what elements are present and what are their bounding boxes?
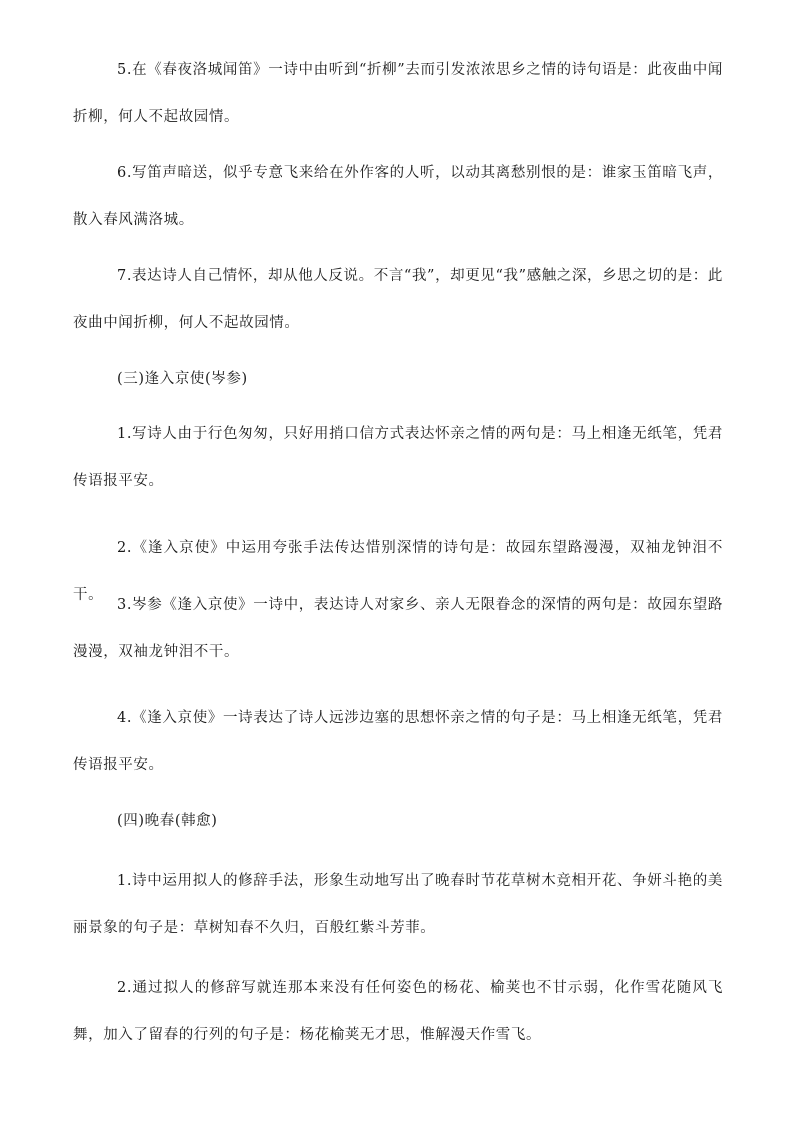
item-chunye-6: 6.写笛声暗送，似乎专意飞来给在外作客的人听，以动其离愁别恨的是：谁家玉笛暗飞声，散入春风满洛城。 <box>73 165 723 228</box>
item-fengru-1: 1.写诗人由于行色匆匆，只好用捎口信方式表达怀亲之情的两句是：马上相逢无纸笔，凭君传语报平安。 <box>73 426 723 489</box>
item-chunye-7: 7.表达诗人自己情怀，却从他人反说。不言“我”，却更见“我”感触之深，乡思之切的是：此夜曲中闻折柳，何人不起故园情。 <box>73 268 723 331</box>
item-chunye-5: 5.在《春夜洛城闻笛》一诗中由听到“折柳”去而引发浓浓思乡之情的诗句语是：此夜曲中闻折柳，何人不起故园情。 <box>73 62 723 125</box>
item-wanchun-2: 2.通过拟人的修辞写就连那本来没有任何姿色的杨花、榆荚也不甘示弱，化作雪花随风飞舞，加入了留春的行列的句子是：杨花榆荚无才思，惟解漫天作雪飞。 <box>73 980 723 1043</box>
item-wanchun-1: 1.诗中运用拟人的修辞手法，形象生动地写出了晚春时节花草树木竞相开花、争妍斗艳的美丽景象的句子是：草树知春不久归，百般红紫斗芳菲。 <box>73 873 723 936</box>
item-fengru-3: 3.岑参《逢入京使》一诗中，表达诗人对家乡、亲人无限眷念的深情的两句是：故园东望路漫漫，双袖龙钟泪不干。 <box>73 597 723 660</box>
item-fengru-2: 2.《逢入京使》中运用夸张手法传达惜别深情的诗句是：故园东望路漫漫，双袖龙钟泪不干。 <box>73 540 723 603</box>
section-heading-wanchun: (四)晚春(韩愈) <box>117 813 218 829</box>
item-fengru-4: 4.《逢入京使》一诗表达了诗人远涉边塞的思想怀亲之情的句子是：马上相逢无纸笔，凭君传语报平安。 <box>73 710 723 773</box>
section-heading-fengru: (三)逢入京使(岑参) <box>117 371 248 387</box>
